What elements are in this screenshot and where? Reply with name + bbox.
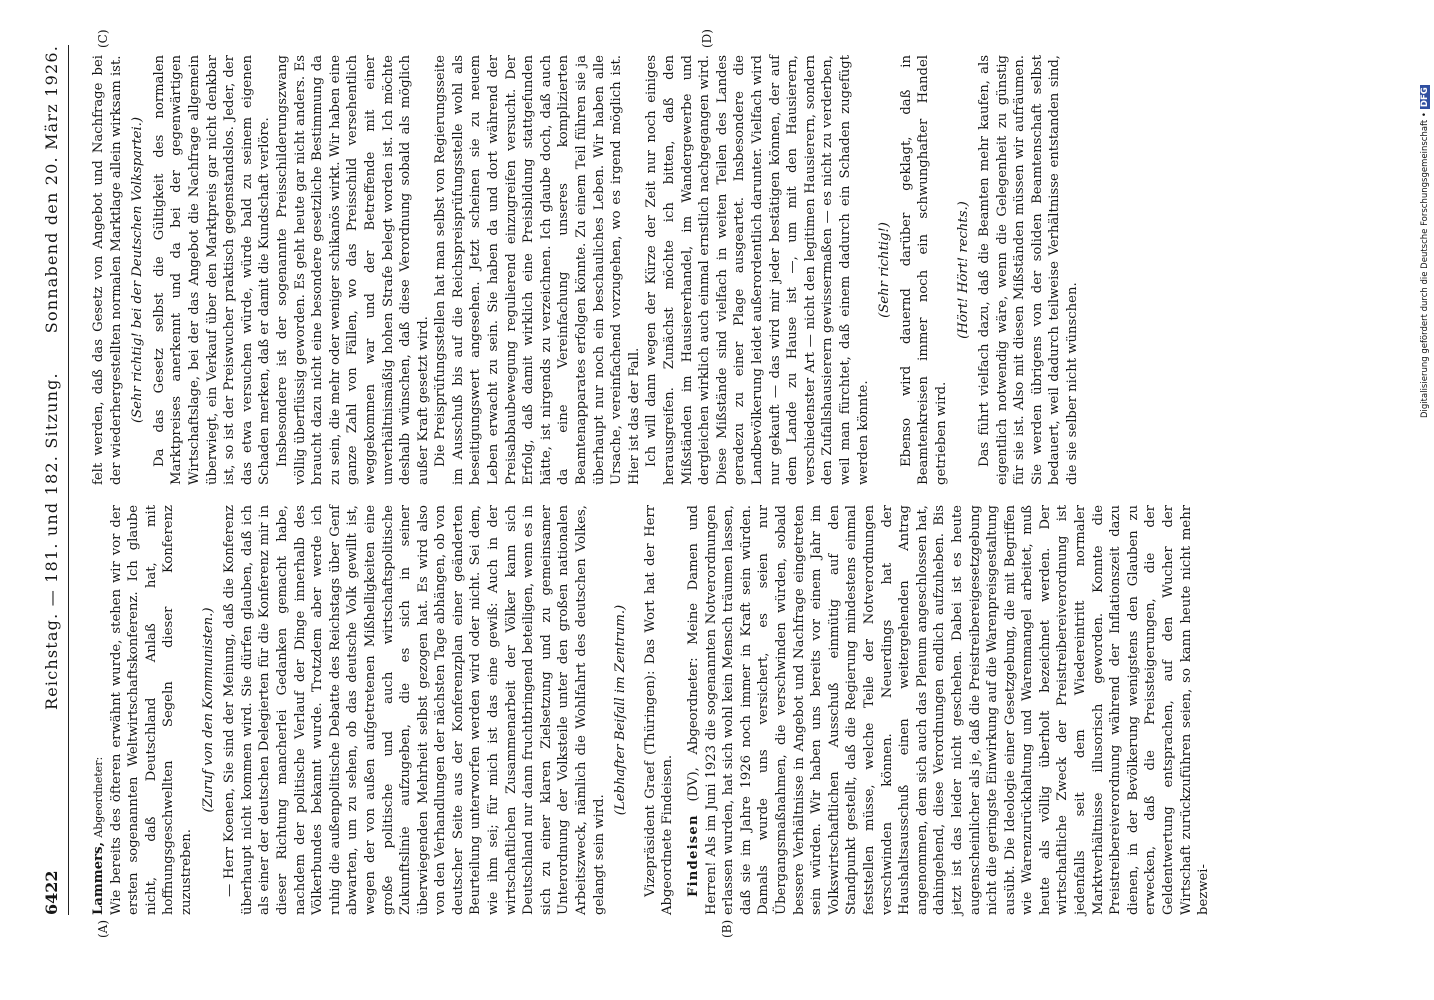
paragraph: felt werden, daß das Gesetz von Angebot und Nachfrage bei der wiederhergestellten normalen Marktlage allein wirksam ist. [91,55,124,485]
speaker-name: Findeisen [686,814,701,897]
speaker-role: Abgeordneter: [92,756,105,838]
paragraph: Das führt vielfach dazu, daß die Beamten mehr kaufen, als eigentlich notwendig wäre, wenn die Gelegenheit zu günstig für sie ist. Also mit diesen Mißständen müssen wir aufräumen. Sie werden übrigens von der soliden Beamtenschaft selbst bedauert, weil dadurch teilweise Verhältnisse entstanden sind, die sie selber nicht wünschen. [977,55,1081,485]
paragraph: Insbesondere ist der sogenannte Preisschilderungszwang völlig überflüssig geworden. Es geht heute gar nicht anders. Es braucht dazu nicht eine besondere gesetzliche Bestimmung da zu sein, die mehr oder weniger schikanös wirkt. Wir haben eine ganze Zahl von Fällen, wo das Preisschild versehentlich weggekommen war und der Betreffende mit einer unverhältnismäßig hohen Strafe belegt worden ist. Ich möchte deshalb wünschen, daß diese Verordnung sobald als möglich außer Kraft gesetzt wird. [274,55,431,485]
margin-letter-b: (B) [720,919,734,938]
interjection: (Zuruf von den Kommunisten.) [200,607,216,813]
paragraph: — Herr Koenen, Sie sind der Meinung, daß die Konferenz überhaupt nicht kommen wird. Sie dürfen glauben, daß ich als einer der deutschen Delegierten für die Konferenz mir in dieser Richtung mancherlei Gedanken gemacht habe, nachdem der politische Verlauf der Dinge innerhalb des Völkerbundes bekannt wurde. Trotzdem aber werde ich ruhig die außenpolitische Debatte des Reichstags über Genf abwarten, um zu sehen, ob das deutsche Volk gewillt ist, wegen der von außen aufgetretenen Mißhelligkeiten eine große politische und auch wirtschaftspolitische Zukunftslinie aufzugeben, die es sich in seiner überwiegenden Mehrheit selbst gezogen hat. Es wird also von den Verhandlungen der nächsten Tage abhängen, ob von deutscher Seite aus der Konferenzplan einer geänderten Beurteilung unterworfen werden wird oder nicht. Sei dem, wie ihm sei; für mich ist das eine gewiß: Auch in der wirtschaftlichen Zusammenarbeit der Völker kann sich Deutschland nur dann fruchtbringend beteiligen, wenn es in sich zu einer klaren Zielsetzung und zu gemeinsamer Unterordnung der Volksteile unter den großen nationalen Arbeitszweck, nämlich die Wohlfahrt des deutschen Volkes, gelangt sein wird. [222,505,607,915]
left-column [90,505,1213,915]
interjection: (Sehr richtig!) [877,222,893,318]
margin-letter-a: (A) [96,919,110,938]
paragraph [90,505,108,915]
digitization-credit [1420,30,1434,1000]
speaker-name: Lammers, [91,841,106,915]
interjection: (Sehr richtig! bei der Deutschen Volkspartei.) [130,116,146,424]
paragraph [685,505,1213,915]
applause: (Lebhafter Beifall im Zentrum.) [613,604,629,816]
page-number: 6422 [42,870,61,915]
margin-letter-c: (C) [96,29,110,48]
margin-letter-d: (D) [700,29,714,48]
page-header [40,45,69,915]
right-column [90,55,1082,485]
paragraph: Ebenso wird dauernd darüber geklagt, daß in Beamtenkreisen immer noch ein schwunghafter Handel getrieben wird. [898,55,949,485]
session-title: Reichstag. — 181. und 182. Sitzung. [42,372,61,710]
paragraph: Wie bereits des öfteren erwähnt wurde, stehen wir vor der ersten sogenannten Weltwirtschaftskonferenz. Ich glaube nicht, daß Deutschland Anlaß hat, mit hoffnungsgeschwellten Segeln dieser Konferenz zuzustreben. [108,505,194,915]
paragraph: Die Preisprüfungsstellen hat man selbst von Regierungsseite im Ausschuß bis auf die Reichspreisprüfungsstelle wohl als beseitigungswert angesehen. Jetzt scheinen sie zu neuem Leben erwacht zu sein. Sie haben da und dort während der Preisabbaubewegung regulierend einzugreifen versucht. Der Erfolg, daß damit wirklich eine Preisbildung stattgefunden hätte, ist nirgends zu verzeichnen. Ich glaube doch, daß auch da eine Vereinfachung unseres komplizierten Beamtenapparates erfolgen könnte. Zu einem Teil führen sie ja überhaupt nur noch ein beschauliches Leben. Wir haben alle Ursache, vereinfachend vorzugehen, wo es irgend möglich ist. Hier ist das der Fall. [433,55,642,485]
credit-text: Digitalisierung gefördert durch die Deutsche Forschungsgemeinschaft • [1420,112,1430,418]
paragraph: Da das Gesetz selbst die Gültigkeit des normalen Marktpreises anerkennt und da bei der gegenwärtigen Wirtschaftslage, bei der das Angebot die Nachfrage allgemein überwiegt, ein Verkauf über den Marktpreis gar nicht denkbar ist, so ist der Preiswucher praktisch gegenstandslos. Jeder, der das etwa versuchen würde, würde bald zu seinem eigenen Schaden merken, daß er damit die Kundschaft verlöre. [151,55,273,485]
dfg-logo: DFG [1420,87,1430,108]
paragraph: Ich will dann wegen der Kürze der Zeit nur noch einiges herausgreifen. Zunächst möchte ich bitten, daß den Mißständen im Hausiererhandel, im Wandergewerbe und dergleichen wirklich auch einmal ernstlich nachgegangen wird. Diese Mißstände sind vielfach in weiten Teilen des Landes geradezu zu einer Plage ausgeartet. Insbesondere die Landbevölkerung leidet außerordentlich darunter. Vielfach wird nur gekauft — das wird mir jeder bestätigen können, der auf dem Lande zu Hause ist —, um mit den Hausierern, verschiedenster Art — nicht den legitimen Hausierern, sondern den Zufallshausierern gewissermaßen — es nicht zu verderben, weil man fürchtet, daß einem dadurch ein Schaden zugefügt werden könnte. [644,55,871,485]
speech-text: (DV), Abgeordneter: Meine Damen und Herren! Als im Juni 1923 die sogenannten Notverordnungen erlassen wurden, hat sich wohl kein Mensch träumen lassen, daß sie im Jahre 1926 noch immer in Kraft sein würden. Damals wurde uns versichert, es seien nur Übergangsmaßnahmen, die verschwinden würden, sobald bessere Verhältnisse in Angebot und Nachfrage eingetreten sein würden. Wir haben uns bereits vor einem Jahr im Volkswirtschaftlichen Ausschuß einmütig auf den Standpunkt gestellt, daß die Regierung mindestens einmal feststellen müsse, welche Teile der Notverordnungen verschwinden können. Neuerdings hat der Haushaltsausschuß einen weitergehenden Antrag angenommen, dem sich auch das Plenum angeschlossen hat, dahingehend, diese Verordnungen endlich aufzuheben. Bis jetzt ist das leider nicht geschehen. Dabei ist es heute augenscheinlicher als je, daß die Preistreibereigesetzgebung nicht die geringste Einwirkung auf die Warenpreisgestaltung ausübt. Die Ideologie einer Gesetzgebung, die mit Begriffen wie Warenzurückhaltung und Warenmangel arbeitet, muß heute als völlig überholt bezeichnet werden. Der wirtschaftliche Zweck der Preistreibereiverordnung ist jedenfalls seit dem Wiedereintritt normaler Marktverhältnisse illusorisch geworden. Konnte die Preistreibereiverordnung während der Inflationszeit dazu dienen, in der Bevölkerung wenigstens den Glauben zu erwecken, daß die Preissteigerungen, die der Geldentwertung entsprachen, auf den Wucher der Wirtschaft zurückzuführen seien, so kann heute nicht mehr bezwei- [686,505,1212,915]
interjection: (Hört! Hört! rechts.) [955,201,971,339]
session-date: Sonnabend den 20. März 1926. [42,45,61,334]
paragraph: Vizepräsident Graef (Thüringen): Das Wort hat der Herr Abgeordnete Findeisen. [642,505,676,915]
